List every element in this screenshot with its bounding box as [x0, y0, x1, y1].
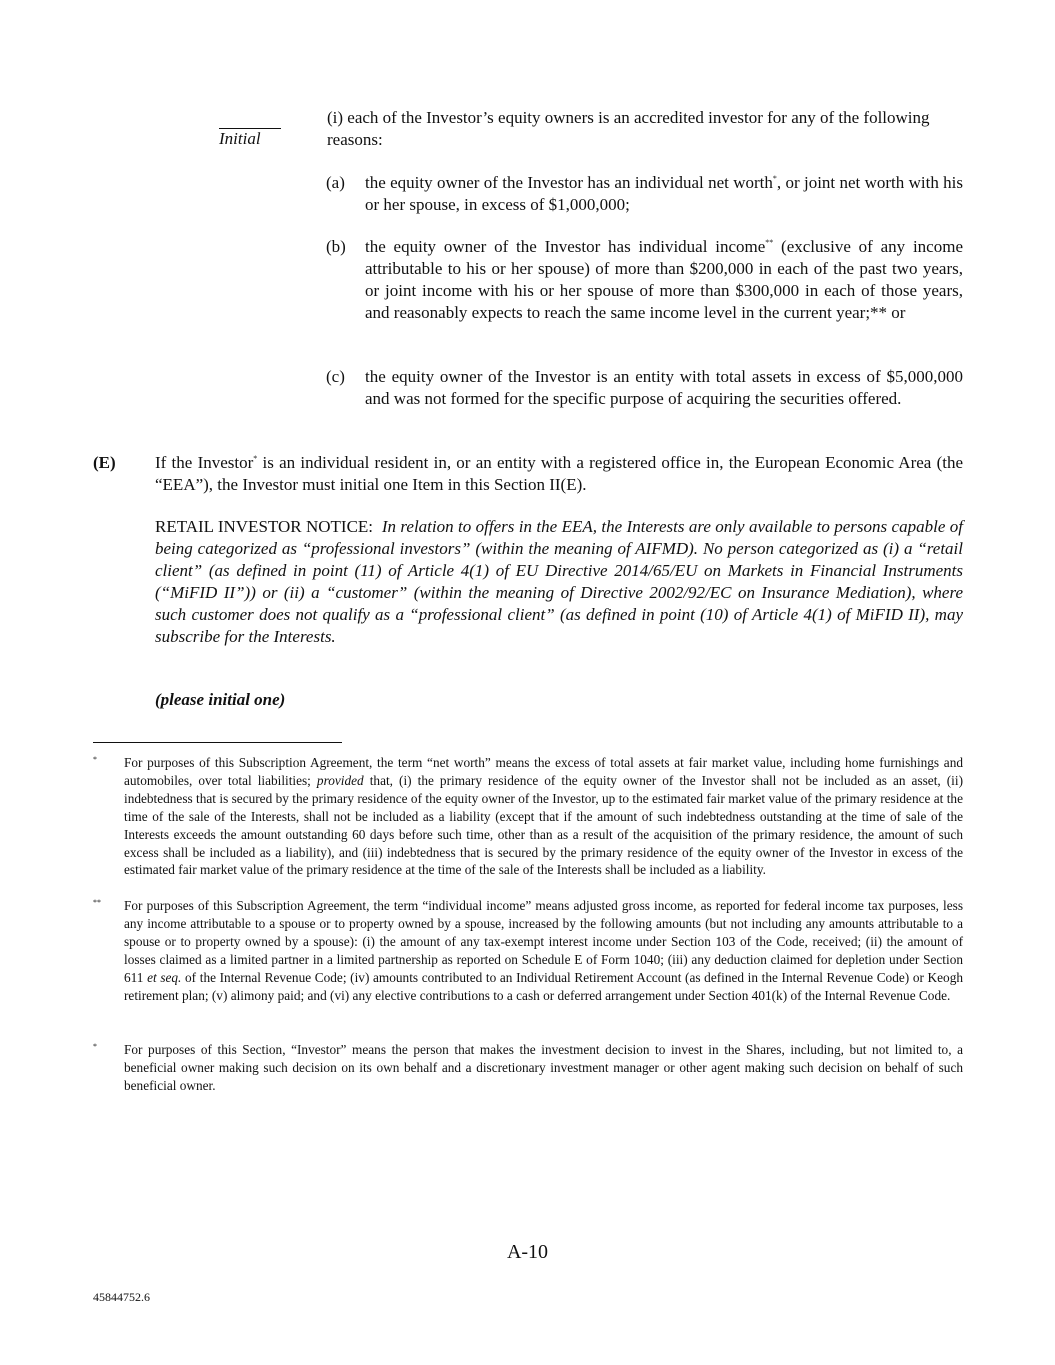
footnote-text: For purposes of this Section, “Investor” means the person that makes the investment decision to invest in the Shares, including, but not limited to, a beneficial owner making such decision on its own behalf and a discretionary investment manager or other agent making such decision on behalf of such beneficial owner.	[124, 1042, 963, 1093]
item-text: the equity owner of the Investor is an entity with total assets in excess of $5,000,000 and was not formed for the specific purpose of acquiring the securities offered.	[365, 367, 963, 408]
section-e-label: (E)	[93, 453, 116, 472]
intro-paragraph: (i) each of the Investor’s equity owners is an accredited investor for any of the following reasons:	[327, 108, 930, 149]
item-text: the equity owner of the Investor has an individual net worth*, or joint net worth with his or her spouse, in excess of $1,000,000;	[365, 173, 963, 214]
notice-heading: RETAIL INVESTOR NOTICE:	[155, 517, 374, 536]
footnote-ref: *	[253, 454, 258, 463]
list-item-b	[326, 236, 963, 324]
footnote-text: For purposes of this Subscription Agreement, the term “individual income” means adjusted gross income, as reported for federal income tax purposes, less any income attributable to a spouse or to property owned by a spouse, increased by the following amounts (but not including any amounts attributable to a spouse or to property owned by a spouse): (i) the amount of any tax-exempt interest income under Section 103 of the Code, received; (ii) the amount of losses claimed as a limited partner in a limited partnership as reported on Schedule E of Form 1040; (iii) any deduction claimed for depletion under Section 611 et seq. of the Internal Revenue Code; (iv) amounts contributed to an Individual Retirement Account (as defined in the Internal Revenue Code) or Keogh retirement plan; (v) alimony paid; and (vi) any elective contributions to a cash or deferred arrangement under Section 401(k) of the Internal Revenue Code.	[124, 898, 963, 1003]
footnote-text: For purposes of this Subscription Agreement, the term “net worth” means the excess of total assets at fair market value, including home furnishings and automobiles, over total liabilities; provided that, (i) the primary residence of the equity owner of the Investor shall not be included as an asset, (ii) indebtedness that is secured by the primary residence of the equity owner of the Investor, up to the estimated fair market value of the primary residence at the time of the sale of the Interests, shall not be included as a liability (except that if the amount of such indebtedness outstanding at the time of sale of the Interests exceeds the amount outstanding 60 days before such time, other than as a result of the acquisition of the primary residence, the amount of such excess shall be included as a liability), and (iii) indebtedness that is secured by the primary residence of the equity owner of the Investor in excess of the estimated fair market value of the primary residence at the time of the sale of the Interests shall be included as a liability.	[124, 755, 963, 878]
item-marker: (c)	[326, 367, 345, 386]
footnote-marker: *	[93, 755, 97, 764]
retail-investor-notice	[155, 516, 963, 648]
footnote-ref: **	[765, 238, 774, 247]
notice-body: In relation to offers in the EEA, the Interests are only available to persons capable of being categorized as “professional investors” (within the meaning of AIFMD). No person categorized as (i) a “retail client” (as defined in point (11) of Article 4(1) of EU Directive 2014/65/EU on Markets in Financial Instruments (“MiFID II”)) or (ii) a “customer” (within the meaning of Directive 2002/92/EC on Insurance Mediation), where such customer does not qualify as a “professional client” (as defined in point (10) of Article 4(1) of MiFID II), may subscribe for the Interests.	[155, 517, 964, 646]
initial-blank-line[interactable]	[219, 111, 281, 129]
item-text: the equity owner of the Investor has individual income** (exclusive of any income attributable to his or her spouse) of more than $200,000 in each of the past two years, or joint income with his or her spouse of more than $300,000 in each of those years, and reasonably expects to reach the same income level in the current year;** or	[365, 237, 963, 322]
footnote-investor-definition	[93, 1041, 963, 1095]
list-item-a	[326, 172, 963, 216]
footnote-ref: *	[772, 174, 777, 183]
item-marker: (b)	[326, 237, 346, 256]
item-marker: (a)	[326, 173, 345, 192]
page-number: A-10	[506, 1241, 549, 1263]
footnote-individual-income	[93, 897, 963, 1004]
section-e-text: If the Investor* is an individual resident in, or an entity with a registered office in, the European Economic Area (the “EEA”), the Investor must initial one Item in this Section II(E).	[155, 453, 963, 494]
footnote-marker: **	[93, 898, 101, 907]
please-initial-instruction: (please initial one)	[155, 690, 286, 709]
list-item-c	[326, 366, 963, 410]
footnote-separator	[93, 742, 342, 743]
initial-label: Initial	[219, 129, 261, 148]
footnote-marker: *	[93, 1042, 97, 1051]
footnote-net-worth	[93, 754, 963, 879]
document-id: 45844752.6	[93, 1290, 150, 1304]
